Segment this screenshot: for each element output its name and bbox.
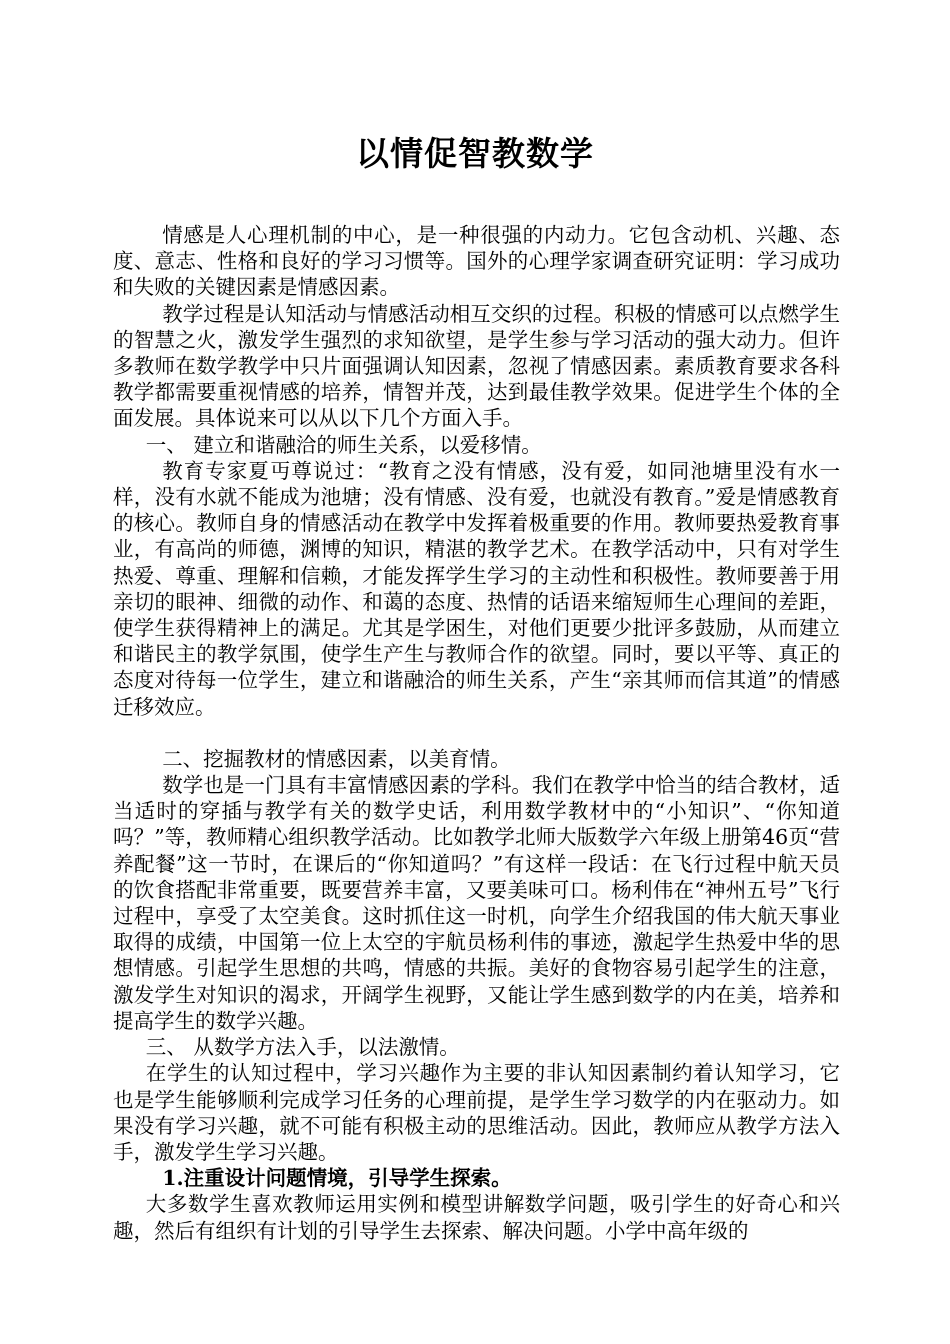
paragraph-teaching-process: 教学过程是认知活动与情感活动相互交织的过程。积极的情感可以点燃学生的智慧之火，激发学生强烈的求知欲望，是学生参与学习活动的强大动力。但许多教师在数学教学中只片面强调认知因素，忽视了情感因素。素质教育要求各科教学都需要重视情感的培养，情智并茂，达到最佳教学效果。促进学生个体的全面发展。具体说来可以从以下几个方面入手。 [113, 301, 840, 431]
paragraph-spacer [113, 720, 840, 746]
section-heading-3: 三、 从数学方法入手，以法激情。 [145, 1035, 460, 1060]
document-body [113, 222, 840, 1244]
paragraph-intro: 情感是人心理机制的中心，是一种很强的内动力。它包含动机、兴趣、态度、意志、性格和良好的学习习惯等。国外的心理学家调查研究证明：学习成功和失败的关键因素是情感因素。 [113, 223, 840, 300]
paragraph-section-3: 在学生的认知过程中，学习兴趣作为主要的非认知因素制约着认知学习，它也是学生能够顺利完成学习任务的心理前提，是学生学习数学的内在驱动力。如果没有学习兴趣，就不可能有积极主动的思维活动。因此，教师应从教学方法入手，激发学生学习兴趣。 [113, 1061, 840, 1164]
paragraph-section-1: 教育专家夏丏尊说过：“教育之没有情感，没有爱，如同池塘里没有水一样，没有水就不能成为池塘；没有情感、没有爱，也就没有教育。”爱是情感教育的核心。教师自身的情感活动在教学中发挥着极重要的作用。教师要热爱教育事业，有高尚的师德，渊博的知识，精湛的教学艺术。在教学活动中，只有对学生热爱、尊重、理解和信赖，才能发挥学生学习的主动性和积极性。教师要善于用亲切的眼神、细微的动作、和蔼的态度、热情的话语来缩短师生心理间的差距，使学生获得精神上的满足。尤其是学困生，对他们更要少批评多鼓励，从而建立和谐民主的教学氛围，使学生产生与教师合作的欲望。同时，要以平等、真正的态度对待每一位学生，建立和谐融洽的师生关系，产生“亲其师而信其道”的情感迁移效应。 [113, 458, 840, 719]
document-title: 以情促智教数学 [356, 134, 594, 173]
subsection-heading-1: 1.注重设计问题情境，引导学生探索。 [162, 1166, 512, 1191]
paragraph-subsection-1: 大多数学生喜欢教师运用实例和模型讲解数学问题，吸引学生的好奇心和兴趣，然后有组织有计划的引导学生去探索、解决问题。小学中高年级的 [113, 1192, 840, 1243]
section-heading-1: 一、 建立和谐融洽的师生关系，以爱移情。 [145, 432, 542, 457]
section-heading-2: 二、挖掘教材的情感因素，以美育情。 [162, 746, 511, 771]
paragraph-section-2: 数学也是一门具有丰富情感因素的学科。我们在教学中恰当的结合教材，适当适时的穿插与教学有关的数学史话，利用数学教材中的“小知识”、“你知道吗？”等，教师精心组织教学活动。比如教学北师大版数学六年级上册第46页“营养配餐”这一节时，在课后的“你知道吗？”有这样一段话：在飞行过程中航天员的饮食搭配非常重要，既要营养丰富，又要美味可口。杨利伟在“神州五号”飞行过程中，享受了太空美食。这时抓住这一时机，向学生介绍我国的伟大航天事业取得的成绩，中国第一位上太空的宇航员杨利伟的事迹，激起学生热爱中华的思想情感。引起学生思想的共鸣，情感的共振。美好的食物容易引起学生的注意，激发学生对知识的渴求，开阔学生视野，又能让学生感到数学的内在美，培养和提高学生的数学兴趣。 [113, 773, 840, 1033]
